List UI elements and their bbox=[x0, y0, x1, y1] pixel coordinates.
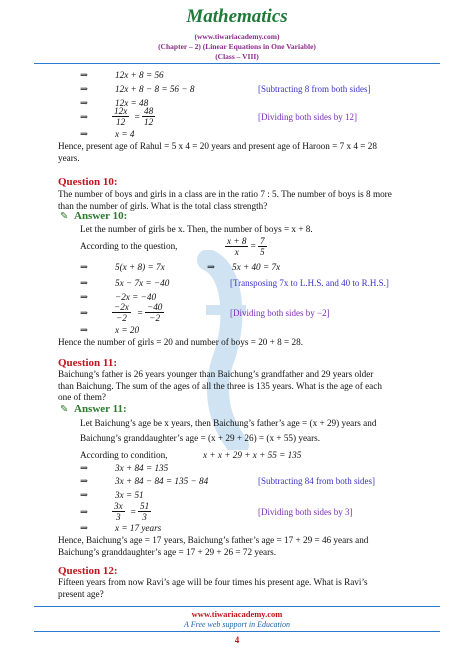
fraction: $\frac{7}{5}$ bbox=[260, 236, 265, 257]
step-note: [Dividing both sides by −2] bbox=[230, 308, 330, 318]
question-10-text: The number of boys and girls in a class are in the ratio 7 : 5. The number of boys is 8 more than the number of girls. What is the total class strength? bbox=[58, 189, 392, 211]
equals-sign: = bbox=[250, 241, 257, 251]
fraction: $\frac{-2x}{-2}$ bbox=[114, 302, 129, 323]
fraction: $\frac{x + 8}{x}$ bbox=[227, 236, 247, 257]
equation-step: 5x − 7x = −40 bbox=[115, 278, 170, 288]
implies-symbol: ⇒ bbox=[80, 279, 88, 289]
equation-step: 12x + 8 = 56 bbox=[115, 70, 164, 80]
equation-step: x = 17 years bbox=[115, 523, 162, 533]
answer-text: According to the question, bbox=[80, 241, 178, 251]
equals-sign: = bbox=[137, 308, 144, 318]
step-note: [Transposing 7x to L.H.S. and 40 to R.H.S.] bbox=[230, 278, 389, 288]
implies-symbol: ⇒ bbox=[80, 71, 88, 81]
implies-symbol: ⇒ bbox=[80, 477, 88, 487]
implies-symbol: ⇒ bbox=[80, 130, 88, 140]
equation-step: −2x = −40 bbox=[115, 292, 157, 302]
answer-text: Let the number of girls be x. Then, the number of boys = x + 8. bbox=[80, 224, 313, 234]
fraction: $\frac{-40}{-2}$ bbox=[147, 302, 163, 323]
pencil-icon: ✎ bbox=[60, 404, 69, 415]
answer-text: Baichung’s granddaughter’s age = (x + 29 + 26) = (x + 55) years. bbox=[80, 433, 321, 443]
equals-sign: = bbox=[134, 112, 141, 122]
question-11-text: Baichung’s father is 26 years younger than Baichung’s grandfather and 29 years older than Baichung. The sum of the ages of all the three is 135 years. What is the age of each one of them? bbox=[58, 369, 382, 402]
question-12-heading: Question 12: bbox=[58, 565, 118, 577]
page-title: Mathematics bbox=[186, 6, 288, 27]
question-12-text: Fifteen years from now Ravi’s age will be four times his present age. What is Ravi’s present age? bbox=[58, 577, 368, 599]
question-11-heading: Question 11: bbox=[58, 357, 117, 369]
answer-11-heading: Answer 11: bbox=[74, 403, 127, 415]
step-note: [Subtracting 8 from both sides] bbox=[258, 84, 371, 94]
conclusion-text: Hence, present age of Rahul = 5 x 4 = 20 years and present age of Haroon = 7 x 4 = 28 years. bbox=[58, 141, 377, 163]
implies-symbol: ⇒ bbox=[80, 508, 88, 518]
step-note: [Dividing both sides by 3] bbox=[258, 507, 353, 517]
fraction: $\frac{51}{3}$ bbox=[140, 501, 150, 522]
equation-step: 5(x + 8) = 7x bbox=[115, 262, 165, 272]
implies-symbol: ⇒ bbox=[80, 326, 88, 336]
implies-symbol: ⇒ bbox=[80, 491, 88, 501]
pencil-icon: ✎ bbox=[60, 211, 69, 222]
fraction: $\frac{48}{12}$ bbox=[144, 106, 154, 127]
implies-symbol: ⇒ bbox=[80, 113, 88, 123]
equation-step: 12x = 48 bbox=[115, 98, 149, 108]
equation-step: 3x = 51 bbox=[115, 490, 144, 500]
conclusion-text: Hence the number of girls = 20 and number of boys = 20 + 8 = 28. bbox=[58, 337, 304, 347]
implies-symbol: ⇒ bbox=[80, 85, 88, 95]
question-10-heading: Question 10: bbox=[58, 176, 118, 188]
page-number: 4 bbox=[234, 635, 240, 645]
equation-step: 5x + 40 = 7x bbox=[232, 262, 281, 272]
step-note: [Subtracting 84 from both sides] bbox=[258, 476, 375, 486]
equation-step: 12x + 8 − 8 = 56 − 8 bbox=[115, 84, 195, 94]
implies-symbol: ⇒ bbox=[80, 263, 88, 273]
conclusion-text: Hence, Baichung’s age = 17 years, Baichung’s father’s age = 17 + 29 = 46 years and Baichung’s granddaughter’s age = 17 + 29 + 26 = 72 years. bbox=[58, 535, 369, 557]
implies-symbol: ⇒ bbox=[80, 309, 88, 319]
equation-step: x = 4 bbox=[115, 129, 135, 139]
answer-10-heading: Answer 10: bbox=[74, 210, 128, 222]
implies-symbol: ⇒ bbox=[207, 263, 215, 273]
equals-sign: = bbox=[130, 507, 137, 517]
fraction: $\frac{3x}{3}$ bbox=[114, 501, 123, 522]
website-line: (www.tiwariacademy.com) bbox=[194, 32, 280, 41]
equation-step: x = 20 bbox=[115, 325, 140, 335]
header-rule bbox=[34, 63, 440, 64]
footer-rule-bottom bbox=[34, 631, 440, 632]
fraction: $\frac{12x}{12}$ bbox=[114, 106, 128, 127]
answer-text: Let Baichung’s age be x years, then Baichung’s father’s age = (x + 29) years and bbox=[80, 418, 377, 428]
equation-step: 3x + 84 = 135 bbox=[115, 463, 169, 473]
footer-tagline: A Free web support in Education bbox=[184, 620, 290, 629]
implies-symbol: ⇒ bbox=[80, 99, 88, 109]
chapter-line: (Chapter – 2) (Linear Equations in One Variable) bbox=[158, 42, 316, 51]
answer-text: According to condition, bbox=[80, 450, 168, 460]
implies-symbol: ⇒ bbox=[80, 464, 88, 474]
class-line: (Class – VIII) bbox=[215, 52, 259, 61]
footer-url[interactable]: www.tiwariacademy.com bbox=[191, 609, 283, 619]
equation-step: 3x + 84 − 84 = 135 − 84 bbox=[115, 476, 209, 486]
footer-rule bbox=[34, 606, 440, 607]
equation-step: x + x + 29 + x + 55 = 135 bbox=[203, 450, 302, 460]
implies-symbol: ⇒ bbox=[80, 293, 88, 303]
step-note: [Dividing both sides by 12] bbox=[258, 112, 357, 122]
implies-symbol: ⇒ bbox=[80, 524, 88, 534]
